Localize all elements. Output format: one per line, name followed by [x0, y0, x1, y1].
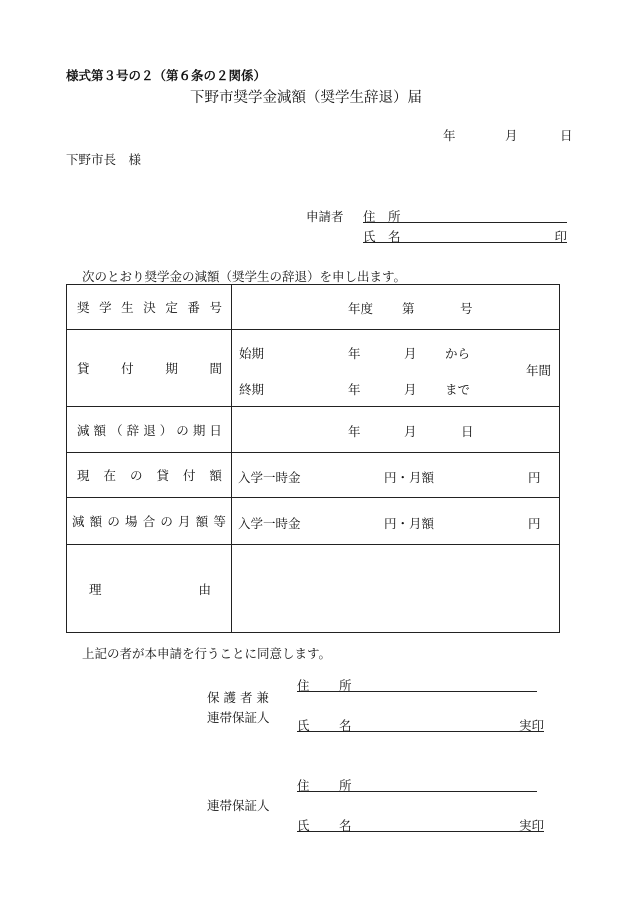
- guarantor2-label: 連帯保証人: [207, 798, 270, 813]
- row-current-loan: [67, 453, 560, 498]
- end-year-label: 年: [348, 382, 361, 397]
- guarantor1-address-field[interactable]: [297, 676, 537, 692]
- row-reduction-date: [67, 407, 560, 453]
- row-reason: [67, 545, 560, 633]
- g2-address-label-2: 所: [339, 778, 352, 793]
- reduction-year-label: 年: [348, 424, 361, 439]
- guarantor1-label-line2: 連帯保証人: [207, 710, 270, 725]
- g1-address-label-1: 住: [297, 678, 310, 693]
- row-reduced-monthly: [67, 498, 560, 545]
- until-label: まで: [445, 382, 471, 397]
- reduced-lump-sum-label: 入学一時金: [238, 516, 301, 531]
- date-month-label: 月: [505, 128, 518, 143]
- label-decision-number: 奨 学 生 決 定 番 号: [67, 285, 232, 330]
- applicant-name-field[interactable]: [363, 227, 567, 243]
- date-day-label: 日: [560, 128, 573, 143]
- label-reduction-date: 減 額 （ 辞 退 ） の 期 日: [67, 407, 232, 453]
- g2-name-label-2: 名: [339, 818, 352, 833]
- current-loan-field[interactable]: [232, 453, 560, 498]
- g2-name-label-1: 氏: [297, 818, 310, 833]
- g2-seal-mark: 実印: [518, 818, 544, 833]
- row-decision-number: [67, 285, 560, 330]
- g1-name-label-1: 氏: [297, 718, 310, 733]
- reduced-yen-monthly-label: 円・月額: [384, 516, 435, 531]
- form-number: 様式第３号の２（第６条の２関係）: [66, 68, 267, 83]
- address-label-2: 所: [388, 209, 401, 224]
- label-loan-period: 貸 付 期 間: [67, 330, 232, 407]
- applicant-seal-mark: 印: [554, 229, 567, 244]
- name-label-2: 名: [388, 229, 401, 244]
- date-year-label: 年: [443, 128, 456, 143]
- decision-number-field[interactable]: [232, 285, 560, 330]
- loan-period-field[interactable]: [232, 330, 560, 407]
- application-form-table: [66, 284, 560, 633]
- guarantor1-name-field[interactable]: [297, 716, 544, 732]
- addressee: 下野市長 様: [66, 152, 142, 167]
- consent-statement: 上記の者が本申請を行うことに同意します。: [82, 646, 332, 661]
- from-label: から: [445, 346, 471, 361]
- number-suffix-label: 号: [460, 301, 473, 316]
- current-yen-monthly-label: 円・月額: [384, 470, 435, 485]
- current-yen-label: 円: [528, 470, 541, 485]
- applicant-address-field[interactable]: [363, 207, 567, 223]
- number-prefix-label: 第: [402, 301, 415, 316]
- reduction-date-field[interactable]: [232, 407, 560, 453]
- fiscal-year-label: 年度: [348, 301, 374, 316]
- g1-address-label-2: 所: [339, 678, 352, 693]
- guarantor1-label-line1: 保 護 者 兼: [207, 690, 269, 705]
- guarantor2-address-field[interactable]: [297, 776, 537, 792]
- name-label-1: 氏: [363, 229, 376, 244]
- reduced-yen-label: 円: [528, 516, 541, 531]
- address-label-1: 住: [363, 209, 376, 224]
- end-month-label: 月: [404, 382, 417, 397]
- start-period-label: 始期: [239, 346, 265, 361]
- years-suffix-label: 年間: [526, 363, 552, 378]
- label-reason: 理 由: [67, 545, 232, 633]
- intro-statement: 次のとおり奨学金の減額（奨学生の辞退）を申し出ます。: [82, 269, 407, 284]
- start-month-label: 月: [404, 346, 417, 361]
- g1-seal-mark: 実印: [518, 718, 544, 733]
- applicant-label: 申請者: [306, 209, 344, 224]
- start-year-label: 年: [348, 346, 361, 361]
- reduced-monthly-field[interactable]: [232, 498, 560, 545]
- guarantor2-name-field[interactable]: [297, 816, 544, 832]
- reduction-month-label: 月: [404, 424, 417, 439]
- reason-field[interactable]: [232, 545, 560, 633]
- label-current-loan: 現 在 の 貸 付 額: [67, 453, 232, 498]
- current-lump-sum-label: 入学一時金: [238, 470, 301, 485]
- row-loan-period: [67, 330, 560, 407]
- g2-address-label-1: 住: [297, 778, 310, 793]
- g1-name-label-2: 名: [339, 718, 352, 733]
- end-period-label: 終期: [239, 382, 265, 397]
- reduction-day-label: 日: [461, 424, 474, 439]
- label-reduced-monthly: 減 額 の 場 合 の 月 額 等: [67, 498, 232, 545]
- document-title: 下野市奨学金減額（奨学生辞退）届: [190, 90, 422, 106]
